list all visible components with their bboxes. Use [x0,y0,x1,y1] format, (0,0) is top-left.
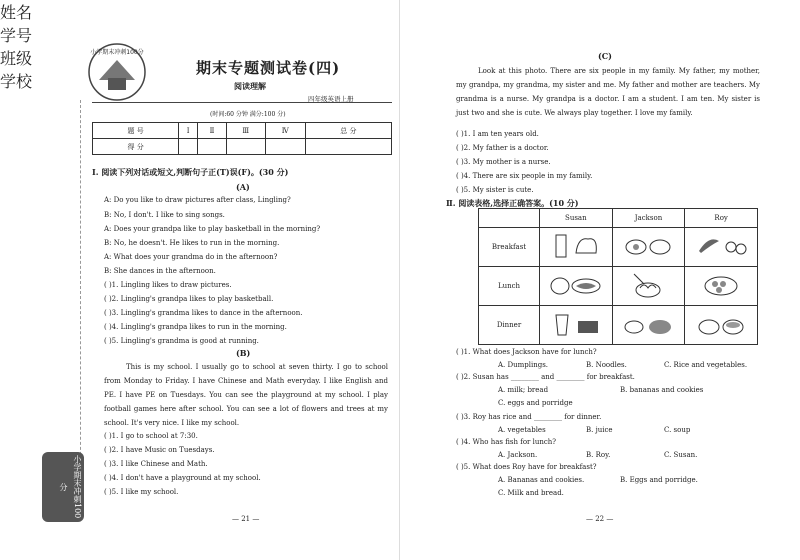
row-header-lunch: Lunch [479,267,540,306]
susan-dinner-cell [540,306,613,345]
mc-question[interactable]: ( )4. Who has fish for lunch? [456,438,557,446]
mc-option-a[interactable]: A. vegetables [498,426,546,434]
time-info: (时间:60 分钟 满分:100 分) [210,111,286,118]
meal-row-breakfast [479,228,758,267]
score-cell: Ⅱ [198,123,227,139]
mc-option-c[interactable]: C. eggs and porridge [498,399,573,407]
tf-item[interactable]: ( )1. I go to school at 7:30. [104,432,198,440]
mc-option-c[interactable]: C. Rice and vegetables. [664,361,748,369]
dumplings-icon [691,270,751,300]
column-header-jackson: Jackson [612,209,685,228]
score-value-row [93,139,392,155]
score-table [92,122,392,155]
score-cell: 得 分 [93,139,179,155]
meal-row-dinner [479,306,758,345]
meal-corner-cell [479,209,540,228]
noodles-icon [618,270,678,300]
score-input-cell[interactable] [265,139,305,155]
roy-breakfast-cell [685,228,758,267]
partC-label: (C) [598,51,612,61]
score-cell: Ⅰ [179,123,198,139]
score-cell: Ⅳ [265,123,305,139]
rice-soup-icon [691,309,751,339]
tf-item[interactable]: ( )4. There are six people in my family. [456,172,593,180]
mc-option-b[interactable]: B. juice [586,426,613,434]
section1-heading: Ⅰ. 阅读下列对话或短文,判断句子正(T)误(F)。(30 分) [92,167,289,177]
bananas-cookies-icon [691,231,751,261]
tf-item[interactable]: ( )5. Lingling's grandma is good at running. [104,337,259,345]
score-cell: Ⅲ [226,123,265,139]
partC-passage: Look at this photo. There are six people in my family. My father, my mother, my grandpa, my grandma, my sister and me. My father and mother are teachers. My grandma is a nurse. My grandpa is a doctor. I am a student. I am ten. My sister is just two and she is cute. We always play together. I love my family. [456,67,760,117]
meal-row-lunch [479,267,758,306]
tf-item[interactable]: ( )5. I like my school. [104,488,179,496]
page-number-left: — 21 — [232,515,260,523]
mc-option-c[interactable]: C. soup [664,426,691,434]
score-input-cell[interactable] [179,139,198,155]
mc-option-a[interactable]: A. Jackson. [498,451,538,459]
mc-option-c[interactable]: C. Susan. [664,451,698,459]
tf-item[interactable]: ( )2. I have Music on Tuesdays. [104,446,215,454]
score-header-row [93,123,392,139]
tf-item[interactable]: ( )2. Lingling's grandpa likes to play basketball. [104,295,274,303]
mc-option-b[interactable]: B. Roy. [586,451,611,459]
badge-bottom: 小学期末冲刺100分 [42,452,84,522]
susan-lunch-cell [540,267,613,306]
mc-question[interactable]: ( )3. Roy has rice and ________ for dinner. [456,413,602,421]
score-input-cell[interactable] [305,139,391,155]
section2-heading: Ⅱ. 阅读表格,选择正确答案。(10 分) [446,198,579,208]
tf-item[interactable]: ( )1. Lingling likes to draw pictures. [104,281,232,289]
dialogue-line: B: She dances in the afternoon. [104,267,216,275]
school-label: 学校 [0,72,33,91]
page-subtitle: 阅读理解 [234,81,266,91]
partA-label: (A) [236,182,250,192]
mc-option-a[interactable]: A. milk; bread [498,386,549,394]
badge-logo-icon [82,40,152,102]
grade-label: 四年级英语上册 [308,95,354,103]
header-rule [92,102,392,103]
mc-option-b[interactable]: B. Eggs and porridge. [620,476,698,484]
tf-item[interactable]: ( )4. I don't have a playground at my school. [104,474,261,482]
mc-option-b[interactable]: B. bananas and cookies [620,386,704,394]
score-input-cell[interactable] [198,139,227,155]
meal-table [478,208,758,345]
tf-item[interactable]: ( )2. My father is a doctor. [456,144,549,152]
jackson-lunch-cell [612,267,685,306]
row-header-dinner: Dinner [479,306,540,345]
tf-item[interactable]: ( )3. Lingling's grandma likes to dance in the afternoon. [104,309,303,317]
tf-item[interactable]: ( )1. I am ten years old. [456,130,539,138]
roy-dinner-cell [685,306,758,345]
number-label: 学号 [0,26,33,45]
column-header-susan: Susan [540,209,613,228]
roy-lunch-cell [685,267,758,306]
row-header-breakfast: Breakfast [479,228,540,267]
mc-question[interactable]: ( )2. Susan has ________ and ________ for breakfast. [456,373,635,381]
vegetables-chicken-icon [618,309,678,339]
mc-option-a[interactable]: A. Bananas and cookies. [498,476,585,484]
score-cell: 总 分 [305,123,391,139]
tf-item[interactable]: ( )3. My mother is a nurse. [456,158,551,166]
tf-item[interactable]: ( )5. My sister is cute. [456,186,534,194]
dialogue-line: B: No, I don't. I like to sing songs. [104,211,225,219]
cut-line [80,100,81,480]
susan-breakfast-cell [540,228,613,267]
dialogue-line: B: No, he doesn't. He likes to run in the morning. [104,239,280,247]
page-title: 期末专题测试卷(四) [196,59,341,77]
mc-question[interactable]: ( )5. What does Roy have for breakfast? [456,463,597,471]
tf-item[interactable]: ( )3. I like Chinese and Math. [104,460,208,468]
class-label: 班级 [0,49,33,68]
milk-bread-icon [546,231,606,261]
mc-option-b[interactable]: B. Noodles. [586,361,627,369]
partB-label: (B) [236,348,251,358]
page-number-right: — 22 — [586,515,614,523]
meal-header-row [479,209,758,228]
partB-passage: This is my school. I usually go to school at seven thirty. I go to school from Monday to Friday. I have Chinese and Math everyday. I like English and PE. I have PE on Tuesdays. You can see the playground at my school. I play football games here after school. You can see a lot of flowers and trees at my school. It's very nice. I like my school. [104,363,388,427]
score-cell: 题 号 [93,123,179,139]
dialogue-line: A: Does your grandpa like to play basketball in the morning? [104,225,321,233]
name-label: 姓名 [0,3,33,22]
mc-option-a[interactable]: A. Dumplings. [498,361,549,369]
eggs-porridge-icon [618,231,678,261]
badge-top-text: 小学期末冲刺100分 [90,49,144,56]
tf-item[interactable]: ( )4. Lingling's grandpa likes to run in the morning. [104,323,287,331]
mc-option-c[interactable]: C. Milk and bread. [498,489,564,497]
jackson-breakfast-cell [612,228,685,267]
dialogue-line: A: Do you like to draw pictures after class, Lingling? [104,196,291,204]
score-input-cell[interactable] [226,139,265,155]
juice-bread-icon [546,309,606,339]
fish-rice-icon [546,270,606,300]
dialogue-line: A: What does your grandma do in the afternoon? [104,253,278,261]
jackson-dinner-cell [612,306,685,345]
column-header-roy: Roy [685,209,758,228]
mc-question[interactable]: ( )1. What does Jackson have for lunch? [456,348,597,356]
